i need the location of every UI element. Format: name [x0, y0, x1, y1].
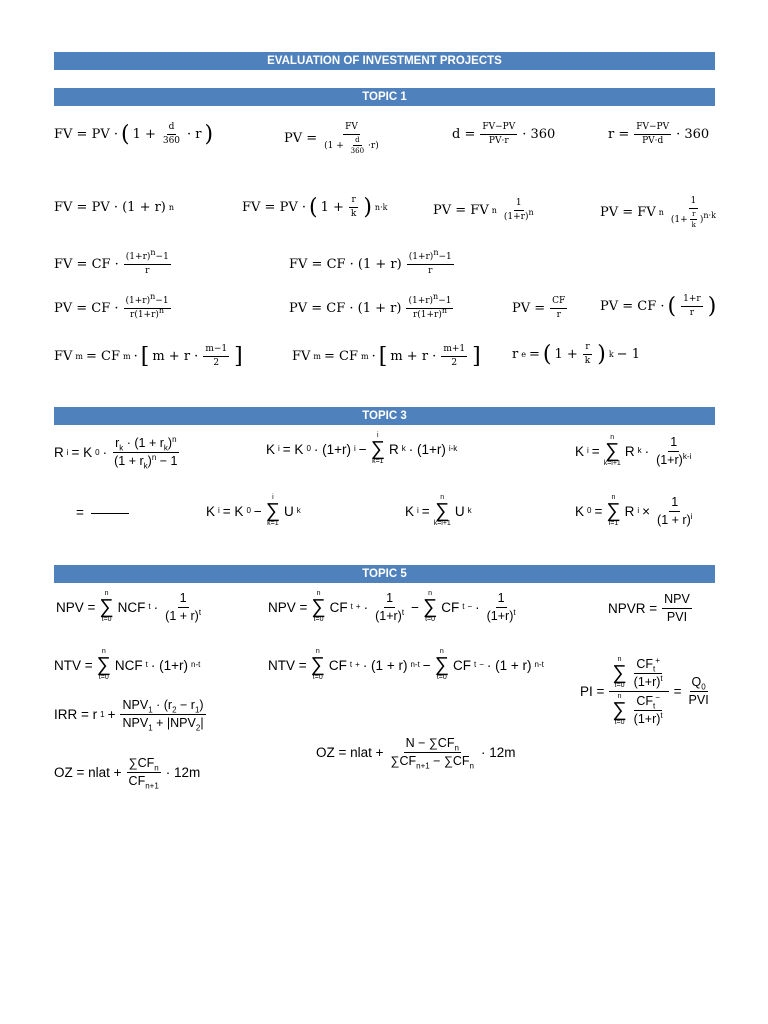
formula-remaining-debt-pv: K i = n ∑ k=i+1 R k · $\frac{1}{(1+r)^{k-i}}$: [575, 434, 692, 467]
formula-ntv-split: NTV = n ∑ t=0 CF t + · (1 + r) n-t − n ∑ t=0 CF t − · (1 + r) n-t: [268, 648, 544, 681]
formula-pv-perpetuity-due: PV = CF · ( $\frac{1+r}{r}$ ): [600, 293, 717, 319]
formula-d-days: d = $\frac{FV-PV}{PV\cdot r}$ · 360: [452, 122, 556, 146]
formula-r-simple-rate: r = $\frac{FV-PV}{PV\cdot d}$ · 360: [608, 122, 710, 146]
section-header-topic-1: TOPIC 1: [54, 88, 715, 106]
formula-npv-split: NPV = n ∑ t=0 CF t + · $\frac{1}{(1+r)^t}$ − n ∑ t=0 CF t − · $\frac{1}{(1+r)^t}$: [268, 590, 516, 623]
formula-pv-perpetuity: PV = $\frac{CF}{r}$: [512, 296, 566, 320]
formula-npvr: NPVR = $\frac{\text{NPV}}{\text{PVI}}$: [608, 592, 690, 624]
section-header-topic-5: TOPIC 5: [54, 565, 715, 583]
formula-pv-compound-k: PV = FV n 1 (1+ $\frac{r}{k}$ )$^{n\cdot k}$: [600, 196, 716, 229]
formula-fv-annuity-due: FV = CF · (1 + r) $\frac{(1+r)^n-1}{r}$: [289, 248, 452, 276]
formula-fvm-due: FV m = CF m · [ m + r · $\frac{m+1}{2}$ ]: [292, 343, 481, 369]
formula-blank-equation: =: [76, 505, 129, 520]
formula-pv-compound: PV = FV n $\frac{1}{(1+r)^n}$: [433, 198, 534, 222]
formula-fv-simple-interest: FV = PV · ( 1 + $\frac{d}{360}$ · r ): [54, 121, 214, 147]
formula-fv-compound: FV = PV · (1 + r) n: [54, 200, 175, 215]
formula-irr: IRR = r 1 + $\frac{NPV_1 \cdot (r_2 - r_1)}{NPV_1 + |NPV_2|}$: [54, 698, 204, 733]
formula-fvm-ordinary: FV m = CF m · [ m + r · $\frac{m-1}{2}$ ]: [54, 343, 243, 369]
formula-initial-debt: K 0 = n ∑ i=1 R i × $\frac{1}{(1 + r)^i}$: [575, 494, 693, 527]
formula-pv-annuity: PV = CF · $\frac{(1+r)^n-1}{r(1+r)^n}$: [54, 292, 169, 320]
formula-remaining-debt: K i = K 0 · (1+r) i − i ∑ k=1 R k · (1+r) i-k: [266, 432, 458, 465]
formula-annuity-ri: R i = K 0 · $\frac{r_k \cdot (1 + r_k)^n}{(1 + r_k)^n - 1}$: [54, 434, 178, 471]
formula-effective-rate: r e = ( 1 + $\frac{r}{k}$ ) k − 1: [512, 341, 640, 367]
formula-oz-cumulative: OZ = nlat + $\frac{N - \sum CF_n}{\sum CF_{n+1} - \sum CF_n}$ · 12m: [316, 736, 516, 771]
formula-remaining-debt-repayments: K i = K 0 − i ∑ k=1 U k: [206, 494, 301, 527]
formula-remaining-repayments: K i = n ∑ k=i+1 U k: [405, 494, 472, 527]
section-header-topic-3: TOPIC 3: [54, 407, 715, 425]
formula-ntv: NTV = n ∑ t=0 NCF t · (1+r) n-t: [54, 648, 201, 681]
formula-oz: OZ = nlat + $\frac{\sum CF_n}{CF_{n+1}}$ · 12m: [54, 756, 201, 791]
formula-pi: PI = n ∑ t=0 $\frac{CF_t^+}{(1+r)^t}$ n ∑ t=0 $\frac{CF_t^-}{(1+r)^t}$ = $\frac{Q_0}{\text{PVI}}$: [580, 655, 709, 726]
formula-fv-compound-k: FV = PV · ( 1 + $\frac{r}{k}$ ) n·k: [242, 194, 388, 220]
formula-pv-annuity-due: PV = CF · (1 + r) $\frac{(1+r)^n-1}{r(1+r)^n}$: [289, 292, 452, 320]
formula-npv: NPV = n ∑ t=0 NCF t · $\frac{1}{(1 + r)^t}$: [56, 590, 202, 623]
formula-fv-annuity: FV = CF · $\frac{(1+r)^n-1}{r}$: [54, 248, 169, 276]
document-title: EVALUATION OF INVESTMENT PROJECTS: [54, 52, 715, 70]
formula-pv-simple-interest: PV = FV (1 + $\frac{d}{360}$ ·r): [284, 122, 379, 155]
